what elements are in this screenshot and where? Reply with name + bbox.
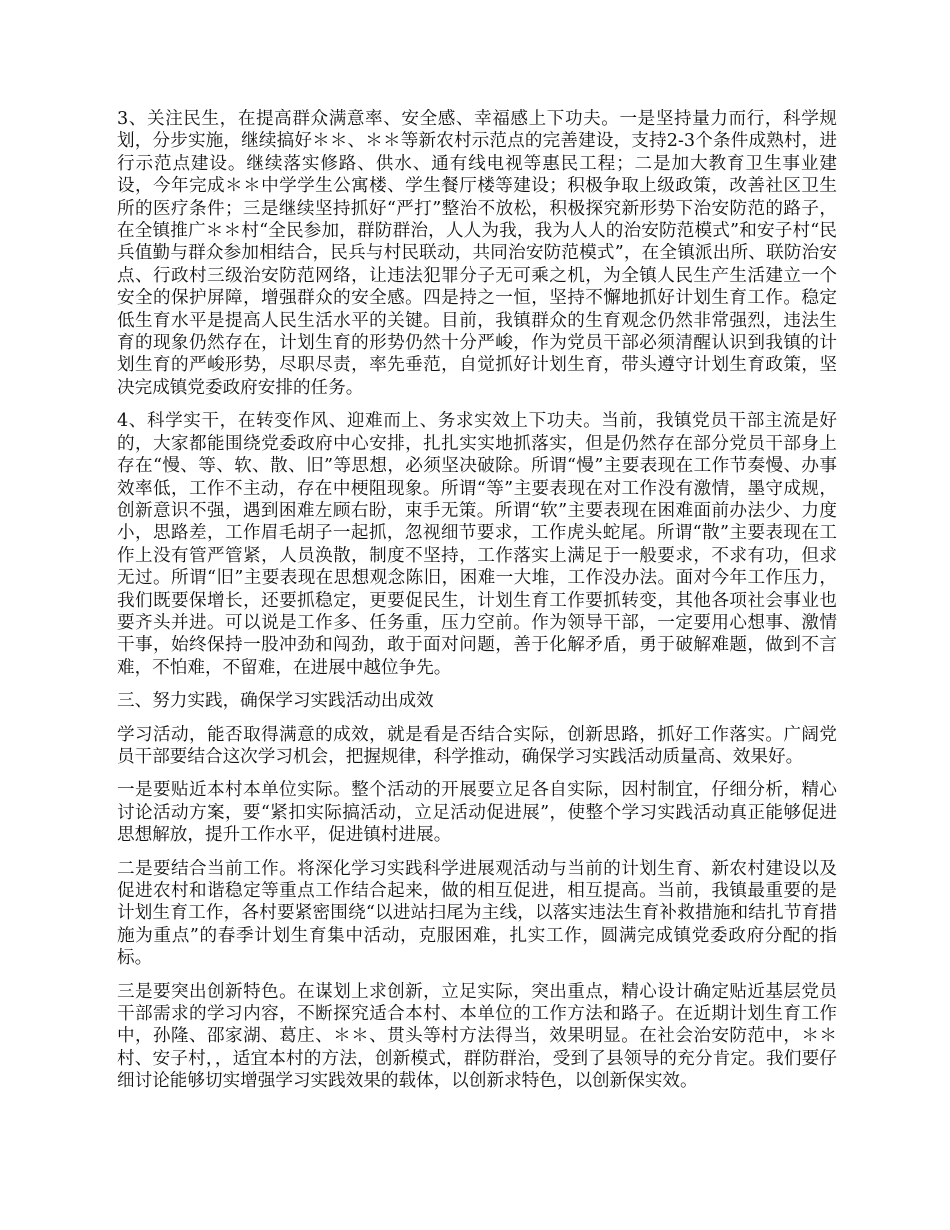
section-heading-practice: 三、努力实践，确保学习实践活动出成效 (117, 691, 434, 712)
paragraph-point-one: 一是要贴近本村本单位实际。整个活动的开展要立足各自实际，因村制宜，仔细分析，精心讨论活动方案，要“紧扣实际搞活动，立足活动促进展”，使整个学习实践活动真正能够促进思想解放，提升工作水平，促进镇村进展。 (117, 780, 837, 846)
paragraph-learning-activity: 学习活动，能否取得满意的成效，就是看是否结合实际，创新思路，抓好工作落实。广阔党员干部要结合这次学习机会，把握规律，科学推动，确保学习实践活动质量高、效果好。 (117, 724, 837, 767)
paragraph-point-three: 三是要突出创新特色。在谋划上求创新，立足实际，突出重点，精心设计确定贴近基层党员干部需求的学习内容，不断探究适合本村、本单位的工作方法和路子。在近期计划生育工作中，孙隆、邵家湖、葛庄、＊＊、贯头等村方法得当，效果明显。在社会治安防范中，＊＊村、安子村，，适宜本村的方法，创新模式，群防群治，受到了县领导的充分肯定。我们要仔细讨论能够切实增强学习实践效果的载体，以创新求特色，以创新保实效。 (117, 981, 837, 1092)
paragraph-livelihood: 3、关注民生，在提高群众满意率、安全感、幸福感上下功夫。一是坚持量力而行，科学规划，分步实施，继续搞好＊＊、＊＊等新农村示范点的完善建设，支持2-3个条件成熟村，进行示范点建设。继续落实修路、供水、通有线电视等惠民工程；二是加大教育卫生事业建设，今年完成＊＊中学学生公寓楼、学生餐厅楼等建设；积极争取上级政策，改善社区卫生所的医疗条件；三是继续坚持抓好“严打”整治不放松，积极探究新形势下治安防范的路子，在全镇推广＊＊村“全民参加，群防群治，人人为我，我为人人的治安防范模式”和安子村“民兵值勤与群众参加相结合，民兵与村民联动，共同治安防范模式”，在全镇派出所、联防治安点、行政村三级治安防范网络，让违法犯罪分子无可乘之机，为全镇人民生产生活建立一个安全的保护屏障，增强群众的安全感。四是持之一恒，坚持不懈地抓好计划生育工作。稳定低生育水平是提高人民生活水平的关键。目前，我镇群众的生育观念仍然非常强烈，违法生育的现象仍然存在，计划生育的形势仍然十分严峻，作为党员干部必须清醒认识到我镇的计划生育的严峻形势，尽职尽责，率先垂范，自觉抓好计划生育，带头遵守计划生育政策，坚决完成镇党委政府安排的任务。 (117, 109, 837, 398)
paragraph-point-two: 二是要结合当前工作。将深化学习实践科学进展观活动与当前的计划生育、新农村建设以及促进农村和谐稳定等重点工作结合起来，做的相互促进，相互提高。当前，我镇最重要的是计划生育工作，各村要紧密围绕“以进站扫尾为主线，以落实违法生育补救措施和结扎节育措施为重点”的春季计划生育集中活动，克服困难，扎实工作，圆满完成镇党委政府分配的指标。 (117, 858, 837, 969)
paragraph-work-style: 4、科学实干，在转变作风、迎难而上、务求实效上下功夫。当前，我镇党员干部主流是好的，大家都能围绕党委政府中心安排，扎扎实实地抓落实，但是仍然存在部分党员干部身上存在“慢、等、软、散、旧”等思想，必须坚决破除。所谓“慢”主要表现在工作节奏慢、办事效率低，工作不主动，存在中梗阻现象。所谓“等”主要表现在对工作没有激情，墨守成规，创新意识不强，遇到困难左顾右盼，束手无策。所谓“软”主要表现在困难面前办法少、力度小，思路差，工作眉毛胡子一起抓，忽视细节要求，工作虎头蛇尾。所谓“散”主要表现在工作上没有管严管紧，人员涣散，制度不坚持，工作落实上满足于一般要求，不求有功，但求无过。所谓“旧”主要表现在思想观念陈旧，困难一大堆，工作没办法。面对今年工作压力，我们既要保增长，还要抓稳定，更要促民生，计划生育工作要抓转变，其他各项社会事业也要齐头并进。可以说是工作多、任务重，压力空前。作为领导干部，一定要用心想事、激情干事，始终保持一股冲劲和闯劲，敢于面对问题，善于化解矛盾，勇于破解难题，做到不言难，不怕难，不留难，在进展中越位争先。 (117, 411, 837, 678)
document-body (117, 108, 837, 1104)
